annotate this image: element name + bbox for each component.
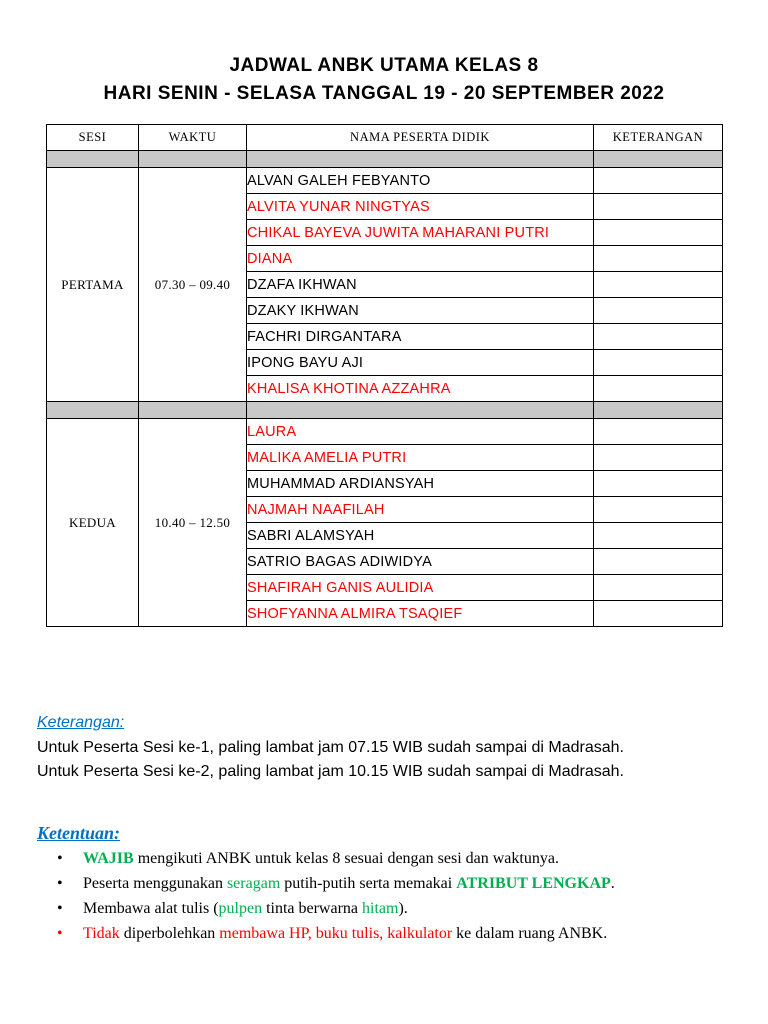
rule-2-text-a: Peserta menggunakan xyxy=(83,875,227,892)
separator-cell xyxy=(47,151,139,168)
header-sesi: SESI xyxy=(47,125,139,151)
schedule-table xyxy=(46,124,723,627)
separator-cell xyxy=(594,151,723,168)
rule-item xyxy=(37,921,615,946)
waktu-cell: 07.30 – 09.40 xyxy=(139,168,247,402)
student-name-cell: MALIKA AMELIA PUTRI xyxy=(247,445,594,471)
keterangan-cell xyxy=(594,324,723,350)
rule-4-text-d: ke dalam ruang ANBK. xyxy=(452,925,608,942)
keterangan-cell xyxy=(594,246,723,272)
keterangan-cell xyxy=(594,298,723,324)
rule-item xyxy=(37,896,615,921)
keterangan-cell xyxy=(594,497,723,523)
bullet-icon: • xyxy=(57,875,63,892)
document-title: JADWAL ANBK UTAMA KELAS 8 xyxy=(229,55,539,76)
separator-cell xyxy=(47,402,139,419)
separator-cell xyxy=(247,402,594,419)
separator-row xyxy=(47,151,723,168)
document-subtitle: HARI SENIN - SELASA TANGGAL 19 - 20 SEPTEMBER 2022 xyxy=(103,83,665,104)
rule-3-text-c: tinta berwarna xyxy=(262,900,363,917)
rule-2-atribut: ATRIBUT LENGKAP xyxy=(456,875,611,892)
student-name-cell: SHOFYANNA ALMIRA TSAQIEF xyxy=(247,601,594,627)
rule-2-text-c: putih-putih serta memakai xyxy=(280,875,457,892)
keterangan-cell xyxy=(594,445,723,471)
keterangan-cell xyxy=(594,194,723,220)
sesi-cell: KEDUA xyxy=(47,419,139,627)
separator-cell xyxy=(139,402,247,419)
student-name-cell: SABRI ALAMSYAH xyxy=(247,523,594,549)
separator-cell xyxy=(594,402,723,419)
student-name-cell: FACHRI DIRGANTARA xyxy=(247,324,594,350)
student-name-cell: KHALISA KHOTINA AZZAHRA xyxy=(247,376,594,402)
student-name-cell: MUHAMMAD ARDIANSYAH xyxy=(247,471,594,497)
header-nama: NAMA PESERTA DIDIK xyxy=(247,125,594,151)
bullet-icon: • xyxy=(57,900,63,917)
student-name-cell: CHIKAL BAYEVA JUWITA MAHARANI PUTRI xyxy=(247,220,594,246)
notes-heading: Keterangan: xyxy=(37,714,125,731)
header-waktu: WAKTU xyxy=(139,125,247,151)
student-name-cell: DIANA xyxy=(247,246,594,272)
rule-2-seragam: seragam xyxy=(226,875,281,892)
rule-2-text-e: . xyxy=(610,875,615,892)
student-name-cell: SHAFIRAH GANIS AULIDIA xyxy=(247,575,594,601)
rule-1-text: mengikuti ANBK untuk kelas 8 sesuai dengan sesi dan waktunya. xyxy=(133,850,559,867)
rule-4-text-b: diperbolehkan xyxy=(119,925,220,942)
rule-item xyxy=(37,871,615,896)
student-name-cell: DZAFA IKHWAN xyxy=(247,272,594,298)
student-name-cell: NAJMAH NAAFILAH xyxy=(247,497,594,523)
keterangan-cell xyxy=(594,575,723,601)
keterangan-cell xyxy=(594,523,723,549)
rule-1-emphasis: WAJIB xyxy=(83,850,134,867)
separator-cell xyxy=(139,151,247,168)
table-row xyxy=(47,419,723,445)
rule-4-items: membawa HP, buku tulis, kalkulator xyxy=(219,925,453,942)
rule-item xyxy=(37,846,615,871)
rules-heading: Ketentuan: xyxy=(37,823,121,843)
keterangan-cell xyxy=(594,471,723,497)
rule-4-tidak: Tidak xyxy=(83,925,120,942)
sesi-cell: PERTAMA xyxy=(47,168,139,402)
student-name-cell: IPONG BAYU AJI xyxy=(247,350,594,376)
separator-row xyxy=(47,402,723,419)
rule-3-text-e: ). xyxy=(398,900,408,917)
student-name-cell: SATRIO BAGAS ADIWIDYA xyxy=(247,549,594,575)
waktu-cell: 10.40 – 12.50 xyxy=(139,419,247,627)
note-line-1: Untuk Peserta Sesi ke-1, paling lambat jam 07.15 WIB sudah sampai di Madrasah. xyxy=(37,739,624,756)
header-keterangan: KETERANGAN xyxy=(594,125,723,151)
student-name-cell: ALVAN GALEH FEBYANTO xyxy=(247,168,594,194)
table-header-row xyxy=(47,125,723,151)
separator-cell xyxy=(247,151,594,168)
rule-3-hitam: hitam xyxy=(362,900,399,917)
rule-3-pulpen: pulpen xyxy=(218,900,263,917)
keterangan-cell xyxy=(594,549,723,575)
student-name-cell: LAURA xyxy=(247,419,594,445)
table-row xyxy=(47,168,723,194)
rules-list xyxy=(37,846,615,946)
student-name-cell: DZAKY IKHWAN xyxy=(247,298,594,324)
bullet-icon: • xyxy=(57,925,63,942)
keterangan-cell xyxy=(594,220,723,246)
keterangan-cell xyxy=(594,272,723,298)
keterangan-cell xyxy=(594,350,723,376)
bullet-icon: • xyxy=(57,850,63,867)
keterangan-cell xyxy=(594,419,723,445)
note-line-2: Untuk Peserta Sesi ke-2, paling lambat jam 10.15 WIB sudah sampai di Madrasah. xyxy=(37,763,624,780)
keterangan-cell xyxy=(594,376,723,402)
keterangan-cell xyxy=(594,601,723,627)
table-body xyxy=(47,151,723,627)
keterangan-cell xyxy=(594,168,723,194)
student-name-cell: ALVITA YUNAR NINGTYAS xyxy=(247,194,594,220)
rule-3-text-a: Membawa alat tulis ( xyxy=(83,900,219,917)
